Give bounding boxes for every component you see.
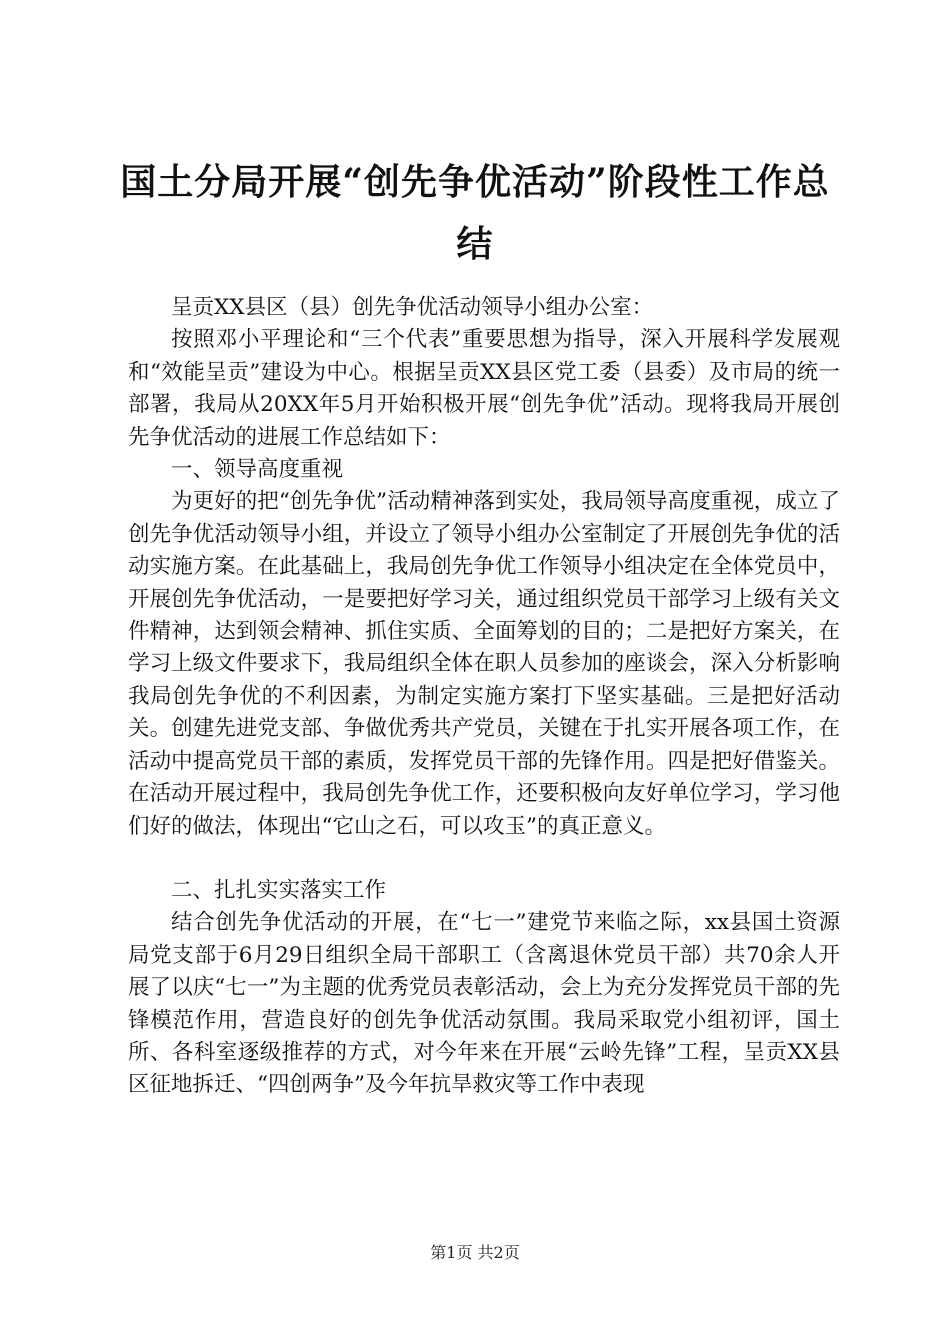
addressee: 呈贡XX县区（县）创先争优活动领导小组办公室：: [171, 295, 654, 320]
document-body: [128, 292, 840, 1102]
document-title-line-1: 国土分局开展“创先争优活动”阶段性工作总: [120, 161, 830, 203]
intro-paragraph: 按照邓小平理论和“三个代表”重要思想为指导，深入开展科学发展观和“效能呈贡”建设为中心。根据呈贡XX县区党工委（县委）及市局的统一部署，我局从20XX年5月开始积极开展“创先争优”活动。现将我局开展创先争优活动的进展工作总结如下：: [128, 327, 840, 450]
section-1-paragraph: 为更好的把“创先争优”活动精神落到实处，我局领导高度重视，成立了创先争优活动领导小组，并设立了领导小组办公室制定了开展创先争优的活动实施方案。在此基础上，我局创先争优工作领导小组决定在全体党员中，开展创先争优活动，一是要把好学习关，通过组织党员干部学习上级有关文件精神，达到领会精神、抓住实质、全面筹划的目的；二是把好方案关，在学习上级文件要求下，我局组织全体在职人员参加的座谈会，深入分析影响我局创先争优的不利因素，为制定实施方案打下坚实基础。三是把好活动关。创建先进党支部、争做优秀共产党员，关键在于扎实开展各项工作，在活动中提高党员干部的素质，发挥党员干部的先锋作用。四是把好借鉴关。在活动开展过程中，我局创先争优工作，还要积极向友好单位学习，学习他们好的做法，体现出“它山之石，可以攻玉”的真正意义。: [128, 489, 840, 839]
section-1-heading: 一、领导高度重视: [171, 457, 344, 483]
document-title-line-2: 结: [456, 223, 494, 265]
section-2-heading: 二、扎扎实实落实工作: [171, 877, 387, 903]
page-number-footer: 第1页 共2页: [430, 1243, 520, 1262]
section-2-paragraph: 结合创先争优活动的开展，在“七一”建党节来临之际，xx县国土资源局党支部于6月29日组织全局干部职工（含离退休党员干部）共70余人开展了以庆“七一”为主题的优秀党员表彰活动，会上为充分发挥党员干部的先锋模范作用，营造良好的创先争优活动氛围。我局采取党小组初评，国土所、各科室逐级推荐的方式，对今年来在开展“云岭先锋”工程，呈贡XX县区征地拆迁、“四创两争”及今年抗旱救灾等工作中表现: [128, 910, 840, 1098]
